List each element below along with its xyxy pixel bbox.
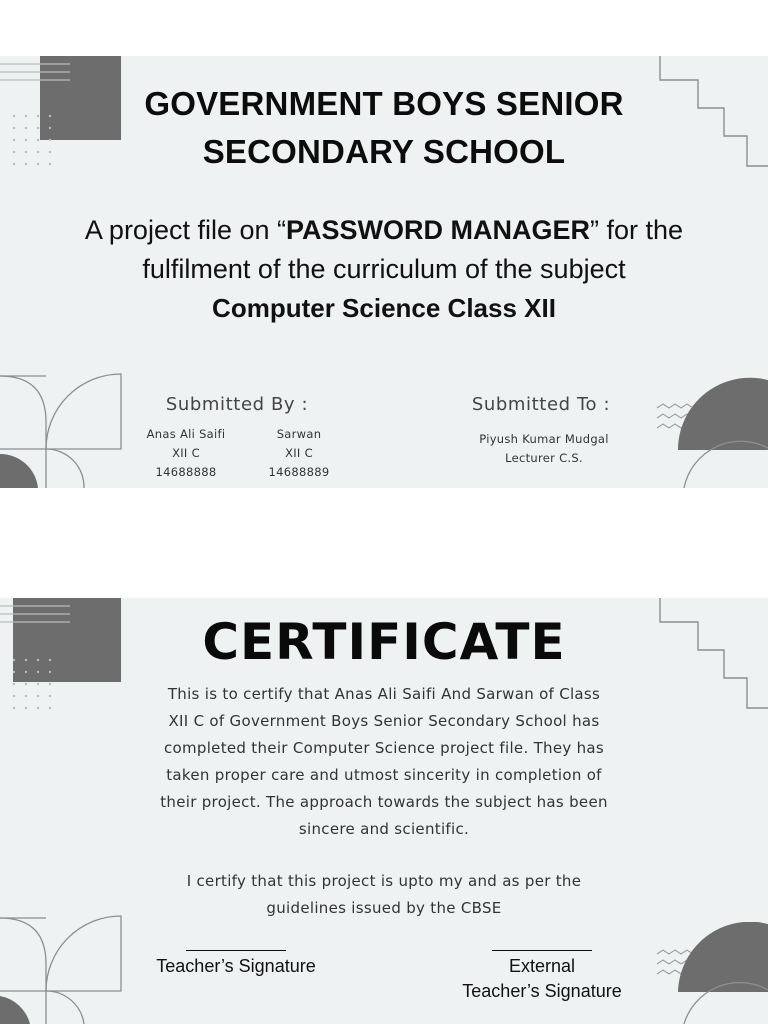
student-1-name: Anas Ali Saifi: [146, 427, 226, 441]
external-signature: [442, 950, 642, 1004]
school-name-line2: SECONDARY SCHOOL: [202, 133, 566, 170]
student-2-roll: 14688889: [268, 465, 330, 479]
student-1: [126, 425, 246, 482]
project-prefix: A project file on “: [84, 215, 287, 245]
project-line-2: fulfilment of the curriculum of the subject: [142, 254, 626, 284]
certificate-closing: [120, 868, 648, 922]
project-suffix: ” for the: [590, 215, 684, 245]
student-1-class: XII C: [172, 446, 200, 460]
closing-line: guidelines issued by the CBSE: [266, 899, 502, 917]
cover-page: [0, 56, 768, 488]
teacher-title: Lecturer C.S.: [505, 451, 583, 465]
submitted-to-heading: Submitted To :: [471, 394, 611, 415]
student-2-class: XII C: [285, 446, 313, 460]
subject-line: Computer Science Class XII: [212, 293, 556, 323]
certificate-body: [120, 681, 648, 843]
project-line-1: [0, 211, 768, 250]
teacher-signature: [136, 950, 336, 979]
bottom-left-decoration: [0, 372, 130, 488]
teacher-signature-label: Teacher’s Signature: [156, 956, 316, 976]
body-line: completed their Computer Science project file. They has: [163, 739, 605, 757]
project-name: PASSWORD MANAGER: [286, 215, 591, 245]
body-line: This is to certify that Anas Ali Saifi And Sarwan of Class: [167, 685, 601, 703]
body-line: taken proper care and utmost sincerity in completion of: [166, 766, 602, 784]
school-name: [0, 80, 768, 176]
bottom-right-decoration: [650, 922, 768, 1024]
submitted-by-heading: Submitted By :: [165, 394, 309, 415]
certificate-page: [0, 598, 768, 1024]
student-1-roll: 14688888: [155, 465, 217, 479]
certificate-title: CERTIFICATE: [202, 613, 566, 671]
signature-line: [186, 950, 286, 951]
student-2: [239, 425, 359, 482]
signature-line: [492, 950, 592, 951]
external-label-line1: External: [508, 956, 576, 976]
closing-line: I certify that this project is upto my and as per the: [186, 872, 582, 890]
external-label-line2: Teacher’s Signature: [462, 981, 622, 1001]
bottom-left-decoration: [0, 914, 130, 1024]
student-2-name: Sarwan: [276, 427, 322, 441]
school-name-line1: GOVERNMENT BOYS SENIOR: [144, 85, 624, 122]
body-line: their project. The approach towards the subject has been: [160, 793, 608, 811]
body-line: sincere and scientific.: [298, 820, 470, 838]
body-line: XII C of Government Boys Senior Secondary School has: [168, 712, 600, 730]
teacher-info: [454, 430, 634, 468]
teacher-name: Piyush Kumar Mudgal: [479, 432, 609, 446]
bottom-right-decoration: [650, 376, 768, 488]
